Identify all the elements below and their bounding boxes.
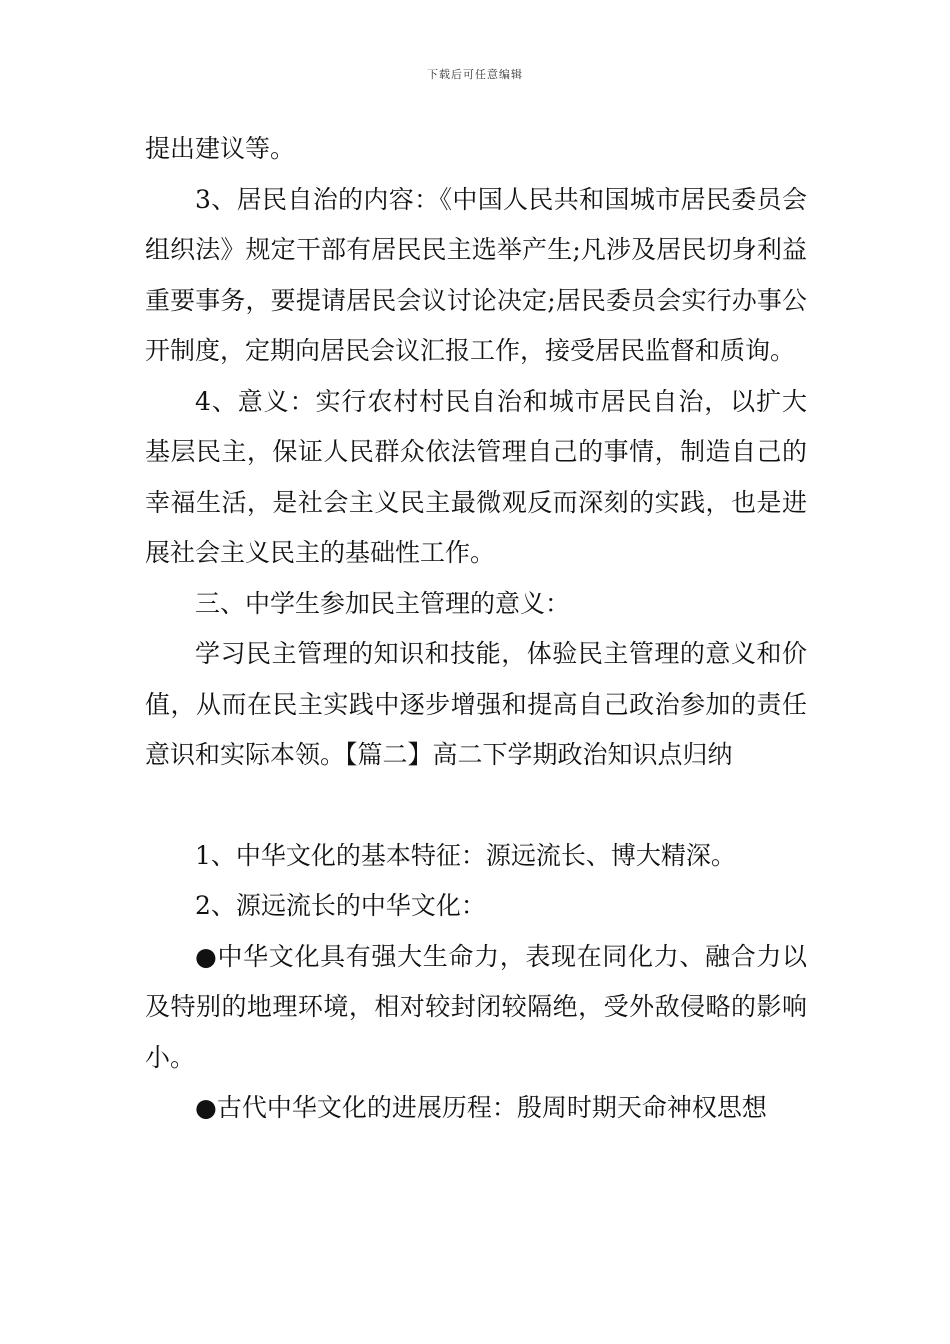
paragraph-heading-student-participation: 三、中学生参加民主管理的意义： — [195, 588, 571, 618]
paragraph-continuation: 提出建议等。 — [145, 134, 296, 163]
paragraph-resident-autonomy-content: 3、居民自治的内容：《中国人民共和国城市居民委员会组织法》规定干部有居民民主选举产生;凡涉及居民切身利益重要事务，要提请居民会议讨论决定;居民委员会实行办事公开制度，定期向居民会议汇报工作，接受居民监督和质询。 — [145, 184, 807, 365]
paragraph-bullet-vitality: ●中华文化具有强大生命力，表现在同化力、融合力以及特别的地理环境，相对较封闭较隔绝，受外敌侵略的影响小。 — [145, 941, 807, 1072]
paragraph-bullet-history: ●古代中华文化的进展历程：殷周时期天命神权思想 — [195, 1093, 767, 1122]
document-body — [145, 124, 807, 1134]
paragraph-culture-features: 1、中华文化的基本特征：源远流长、博大精深。 — [195, 840, 736, 870]
blank-line — [145, 781, 807, 831]
paragraph-student-participation: 学习民主管理的知识和技能，体验民主管理的意义和价值，从而在民主实践中逐步增强和提高自己政治参加的责任意识和实际本领。【篇二】高二下学期政治知识点归纳 — [145, 639, 807, 769]
paragraph-significance: 4、意义：实行农村村民自治和城市居民自治，以扩大基层民主，保证人民群众依法管理自己的事情，制造自己的幸福生活，是社会主义民主最微观反而深刻的实践，也是进展社会主义民主的基础性工作。 — [145, 386, 807, 567]
page-header: 下载后可任意编辑 — [427, 68, 523, 81]
paragraph-culture-heading: 2、源远流长的中华文化： — [195, 891, 486, 920]
